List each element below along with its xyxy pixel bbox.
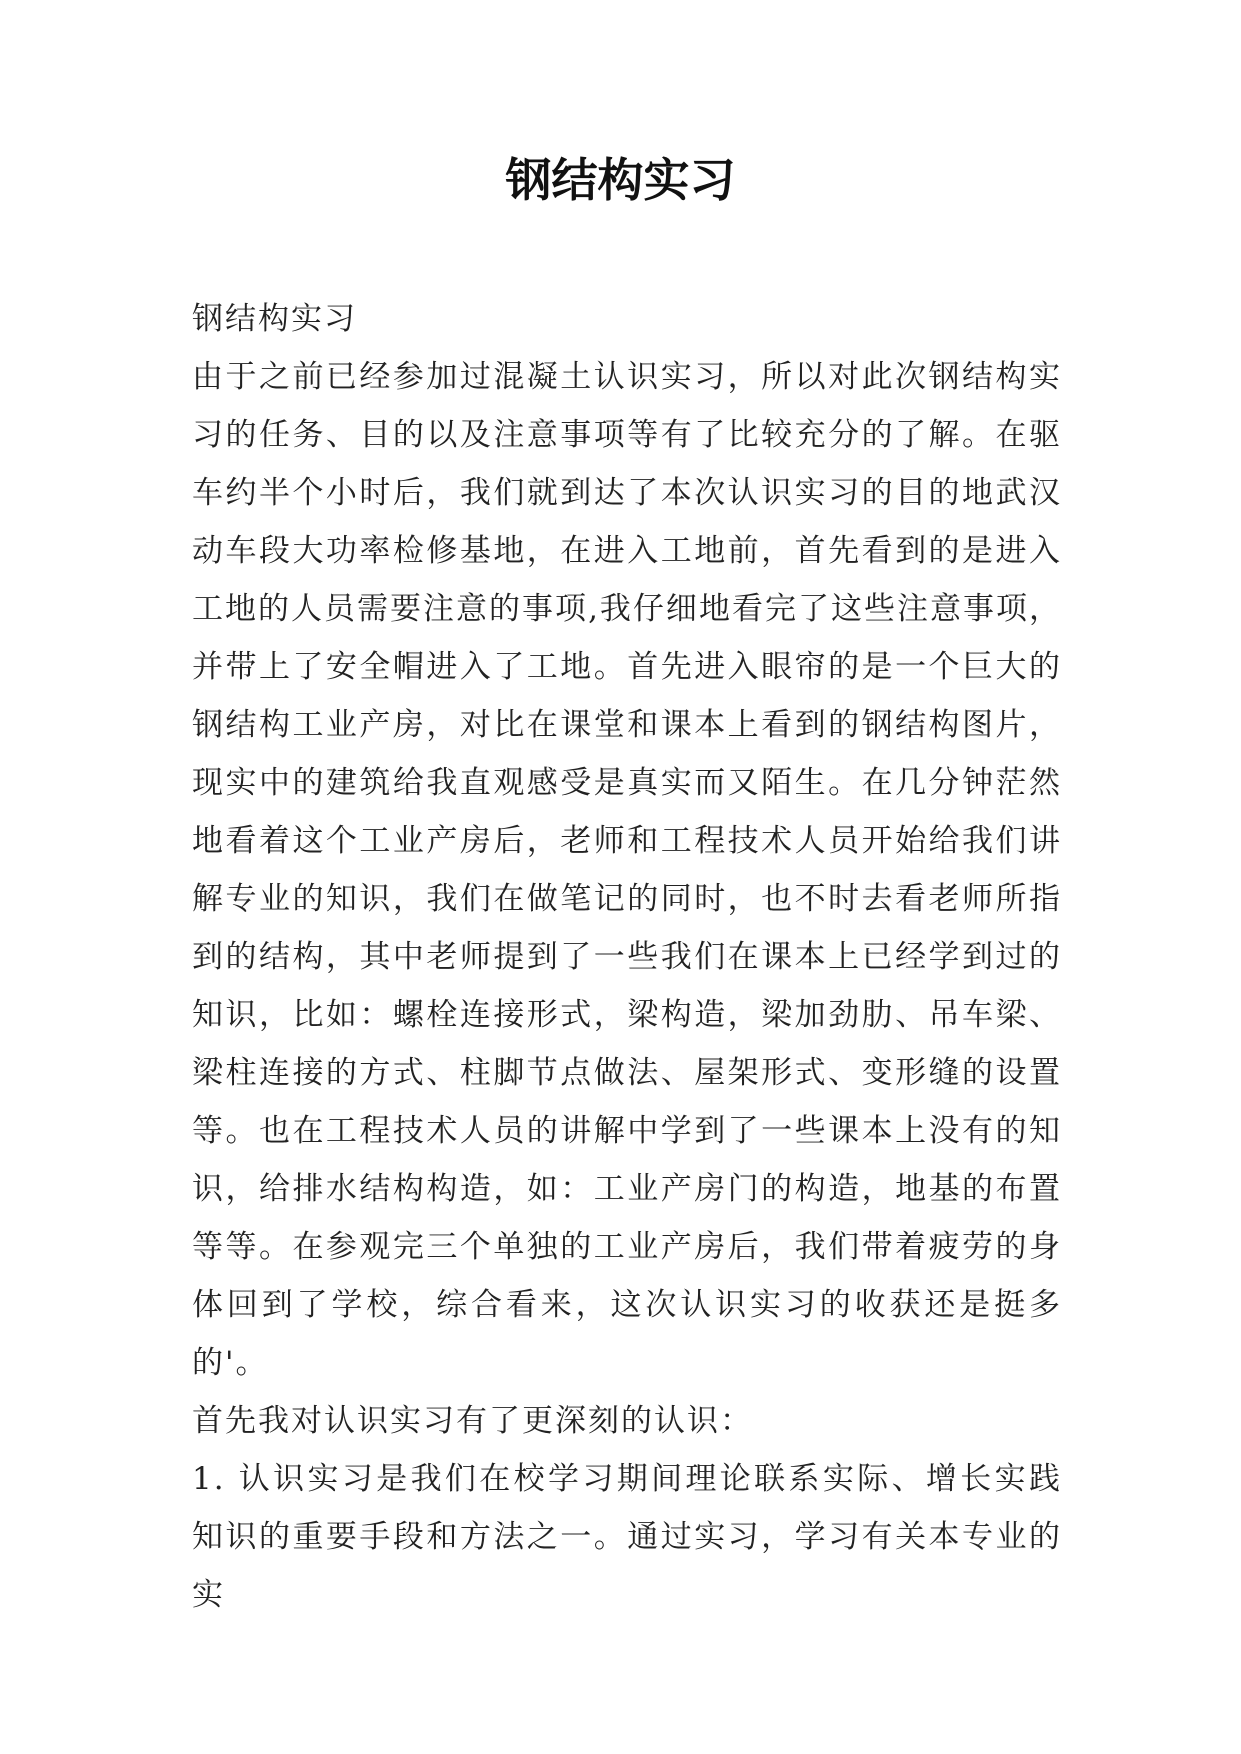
document-title: 钢结构实习 <box>505 153 736 207</box>
paragraph-list-item-1: 1. 认识实习是我们在校学习期间理论联系实际、增长实践知识的重要手段和方法之一。通过实习，学习有关本专业的实 <box>192 1461 1062 1613</box>
paragraph-main: 由于之前已经参加过混凝土认识实习，所以对此次钢结构实习的任务、目的以及注意事项等有了比较充分的了解。在驱车约半个小时后，我们就到达了本次认识实习的目的地武汉动车段大功率检修基地，在进入工地前，首先看到的是进入工地的人员需要注意的事项,我仔细地看完了这些注意事项，并带上了安全帽进入了工地。首先进入眼帘的是一个巨大的钢结构工业产房，对比在课堂和课本上看到的钢结构图片，现实中的建筑给我直观感受是真实而又陌生。在几分钟茫然地看着这个工业产房后，老师和工程技术人员开始给我们讲解专业的知识，我们在做笔记的同时，也不时去看老师所指到的结构，其中老师提到了一些我们在课本上已经学到过的知识，比如：螺栓连接形式，梁构造，梁加劲肋、吊车梁、梁柱连接的方式、柱脚节点做法、屋架形式、变形缝的设置等。也在工程技术人员的讲解中学到了一些课本上没有的知识，给排水结构构造，如：工业产房门的构造，地基的布置等等。在参观完三个单独的工业产房后，我们带着疲劳的身体回到了学校，综合看来，这次认识实习的收获还是挺多的'。 <box>192 359 1062 1381</box>
paragraph-heading: 钢结构实习 <box>192 301 357 337</box>
paragraph-intro: 首先我对认识实习有了更深刻的认识： <box>192 1403 753 1439</box>
document-body <box>192 290 1062 1624</box>
